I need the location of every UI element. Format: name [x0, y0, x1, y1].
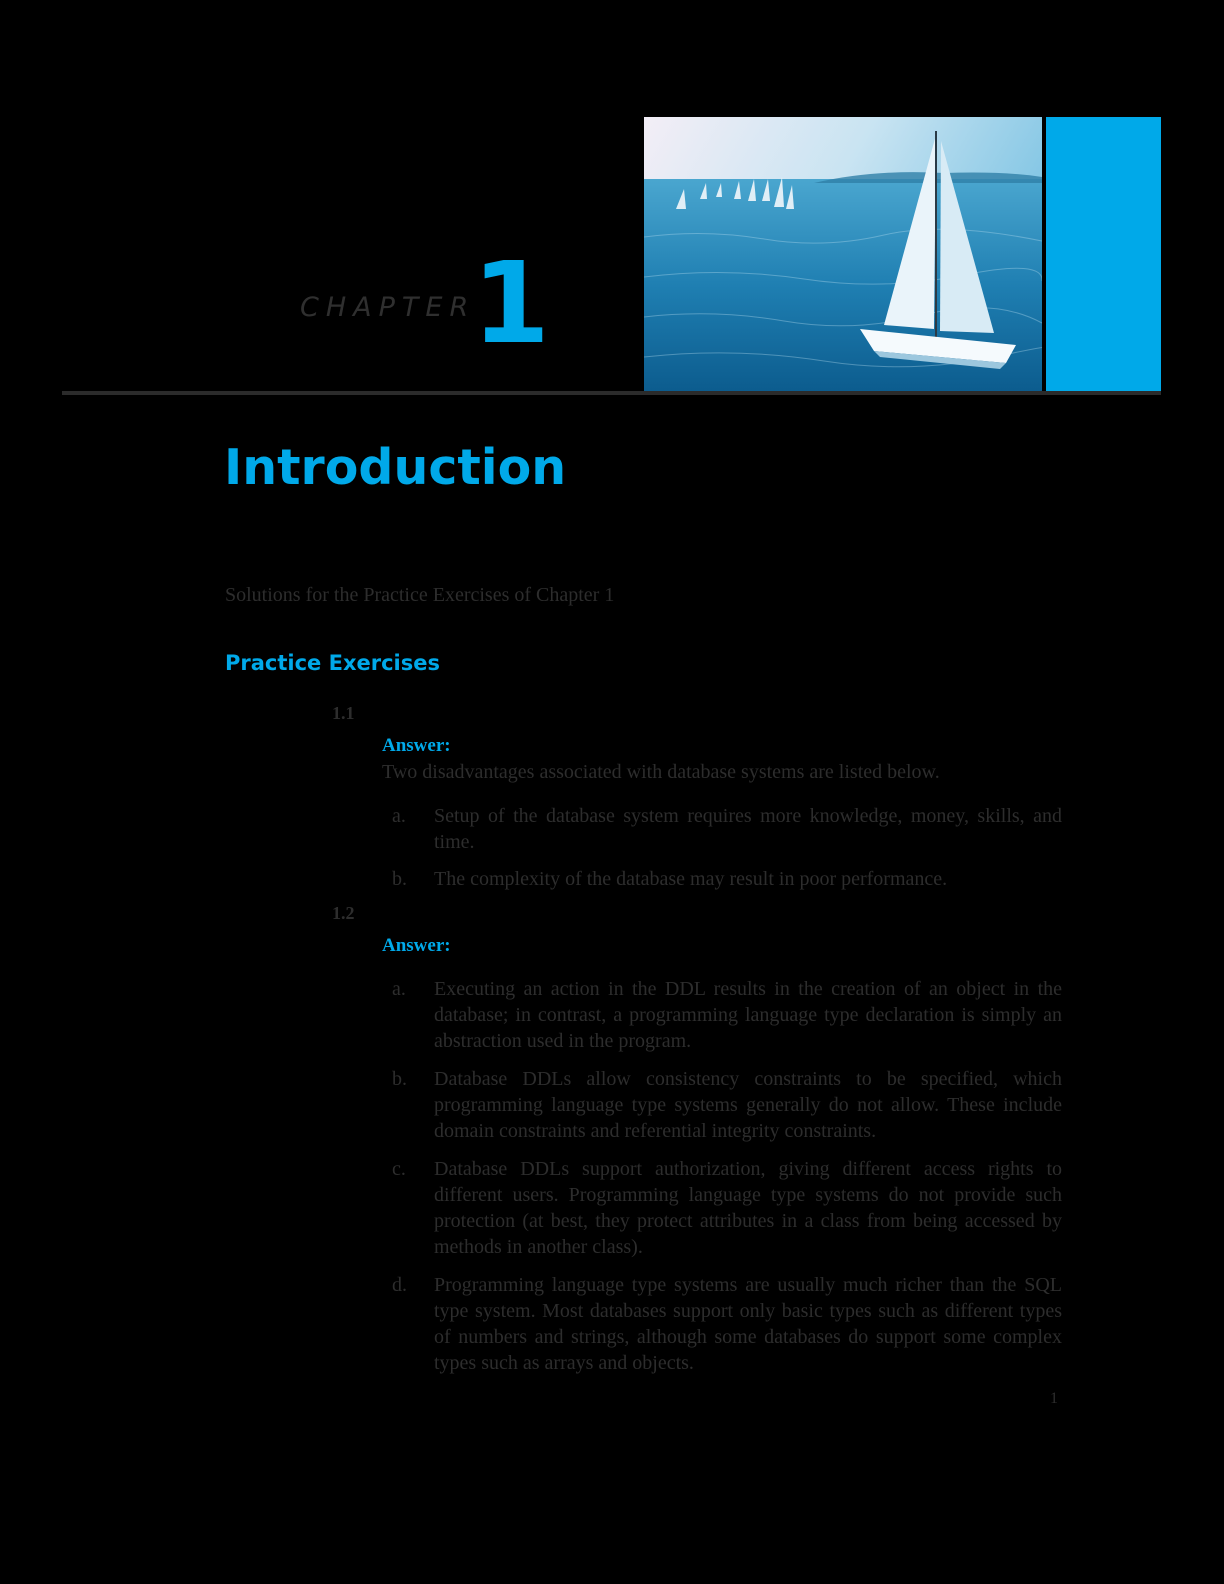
exercise-number: 1.2 — [332, 903, 355, 923]
answer-intro: Two disadvantages associated with database systems are listed below. — [382, 761, 940, 783]
list-item — [392, 1066, 1062, 1144]
exercise-number: 1.1 — [332, 703, 355, 723]
item-text: Executing an action in the DDL results in the creation of an object in the database; in contrast, a programming language type declaration is simply an abstraction used in the program. — [434, 978, 1062, 1052]
item-marker: b. — [392, 868, 407, 890]
list-item — [392, 1272, 1062, 1376]
item-text: Database DDLs allow consistency constraints to be specified, which programming language type systems generally do not allow. These include domain constraints and referential integrity constraints. — [434, 1068, 1062, 1142]
list-item — [392, 976, 1062, 1054]
item-marker: d. — [392, 1274, 407, 1296]
list-item — [392, 803, 1062, 855]
answer-label: Answer: — [382, 735, 451, 756]
item-marker: b. — [392, 1068, 407, 1090]
list-item — [392, 1156, 1062, 1260]
section-title: Practice Exercises — [225, 651, 440, 675]
sailboat-photo — [644, 117, 1042, 392]
item-text: Setup of the database system requires more knowledge, money, skills, and time. — [434, 805, 1062, 853]
item-text: Programming language type systems are usually much richer than the SQL type system. Most databases support only basic types such as different types of numbers and strings, although some databases do support some complex types such as arrays and objects. — [434, 1274, 1062, 1374]
page-number: 1 — [1050, 1390, 1058, 1407]
item-marker: a. — [392, 978, 406, 1000]
item-text: Database DDLs support authorization, giving different access rights to different users. Programming language type systems do not provide such protection (at best, they protect attributes in a class from being accessed by methods in another class). — [434, 1158, 1062, 1258]
chapter-number: 1 — [472, 239, 550, 369]
list-item — [392, 866, 1062, 892]
item-marker: a. — [392, 805, 406, 827]
subtitle: Solutions for the Practice Exercises of Chapter 1 — [225, 584, 615, 606]
chapter-label: CHAPTER — [300, 292, 476, 323]
chapter-title: Introduction — [224, 439, 567, 496]
answer-label: Answer: — [382, 935, 451, 956]
accent-block — [1046, 117, 1161, 392]
item-marker: c. — [392, 1158, 406, 1180]
item-text: The complexity of the database may result in poor performance. — [434, 868, 948, 890]
header-rule — [62, 391, 1161, 395]
